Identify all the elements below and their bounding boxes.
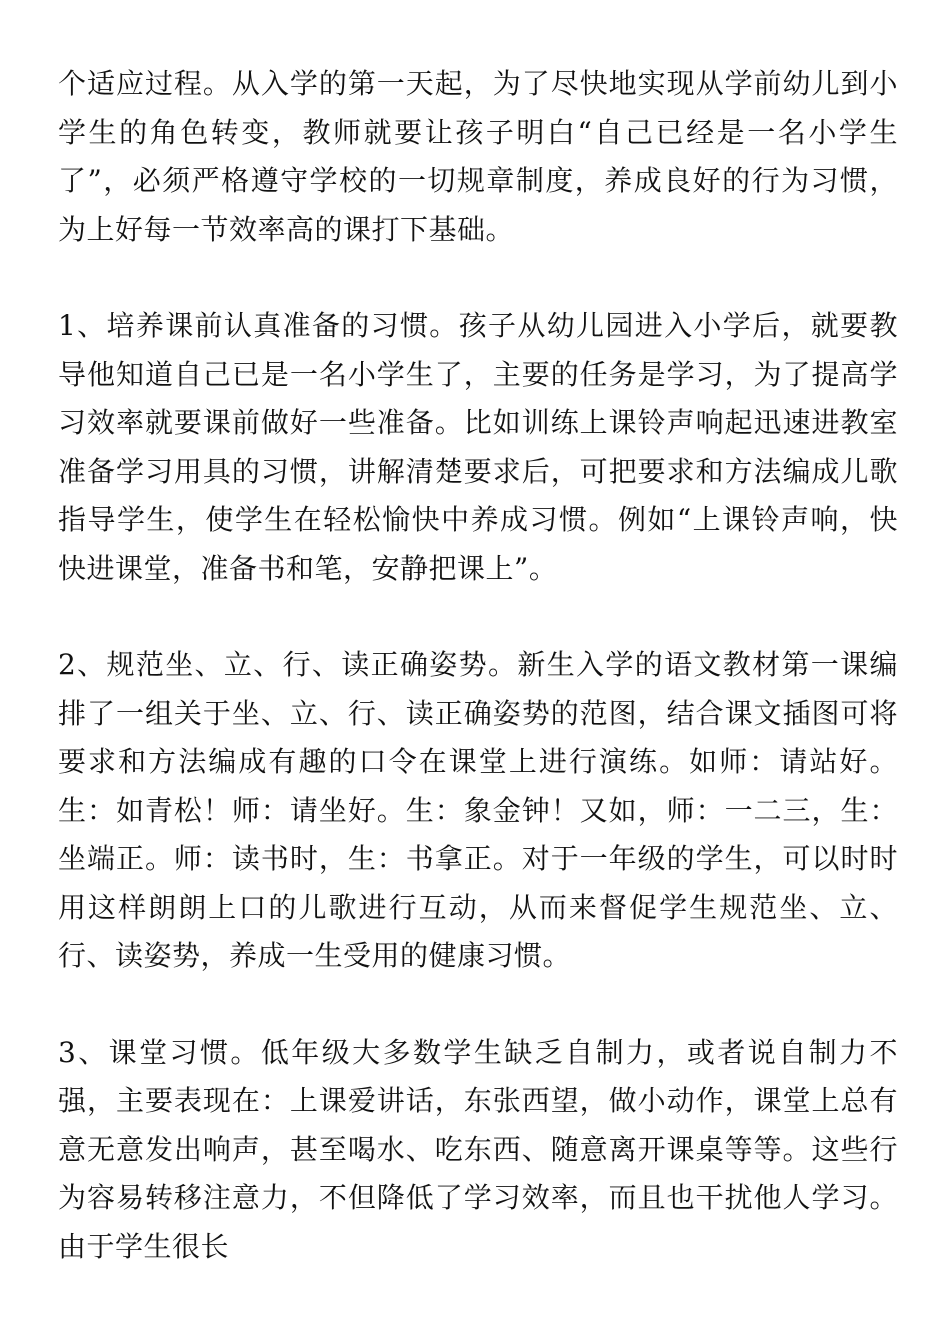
paragraph-classroom-habit: 3、课堂习惯。低年级大多数学生缺乏自制力，或者说自制力不强，主要表现在：上课爱讲话，东张西望，做小动作，课堂上总有意无意发出响声，甚至喝水、吃东西、随意离开课桌等等。这些行为容易转移注意力，不但降低了学习效率，而且也干扰他人学习。由于学生很长: [58, 1035, 898, 1263]
paragraph-posture: 2、规范坐、立、行、读正确姿势。新生入学的语文教材第一课编排了一组关于坐、立、行、读正确姿势的范图，结合课文插图可将要求和方法编成有趣的口令在课堂上进行演练。如师：请站好。生：如青松！师：请坐好。生：象金钟！又如，师：一二三，生：坐端正。师：读书时，生：书拿正。对于一年级的学生，可以时时用这样朗朗上口的儿歌进行互动，从而来督促学生规范坐、立、行、读姿势，养成一生受用的健康习惯。: [58, 648, 898, 972]
paragraph-intro: 个适应过程。从入学的第一天起，为了尽快地实现从学前幼儿到小学生的角色转变，教师就要让孩子明白“自己已经是一名小学生了”，必须严格遵守学校的一切规章制度，养成良好的行为习惯，为上好每一节效率高的课打下基础。: [58, 67, 898, 246]
document-page: [58, 60, 898, 1319]
paragraph-preparation-habit: 1、培养课前认真准备的习惯。孩子从幼儿园进入小学后，就要教导他知道自己已是一名小学生了，主要的任务是学习，为了提高学习效率就要课前做好一些准备。比如训练上课铃声响起迅速进教室准备学习用具的习惯，讲解清楚要求后，可把要求和方法编成儿歌指导学生，使学生在轻松愉快中养成习惯。例如“上课铃声响，快快进课堂，准备书和笔，安静把课上”。: [58, 309, 898, 585]
